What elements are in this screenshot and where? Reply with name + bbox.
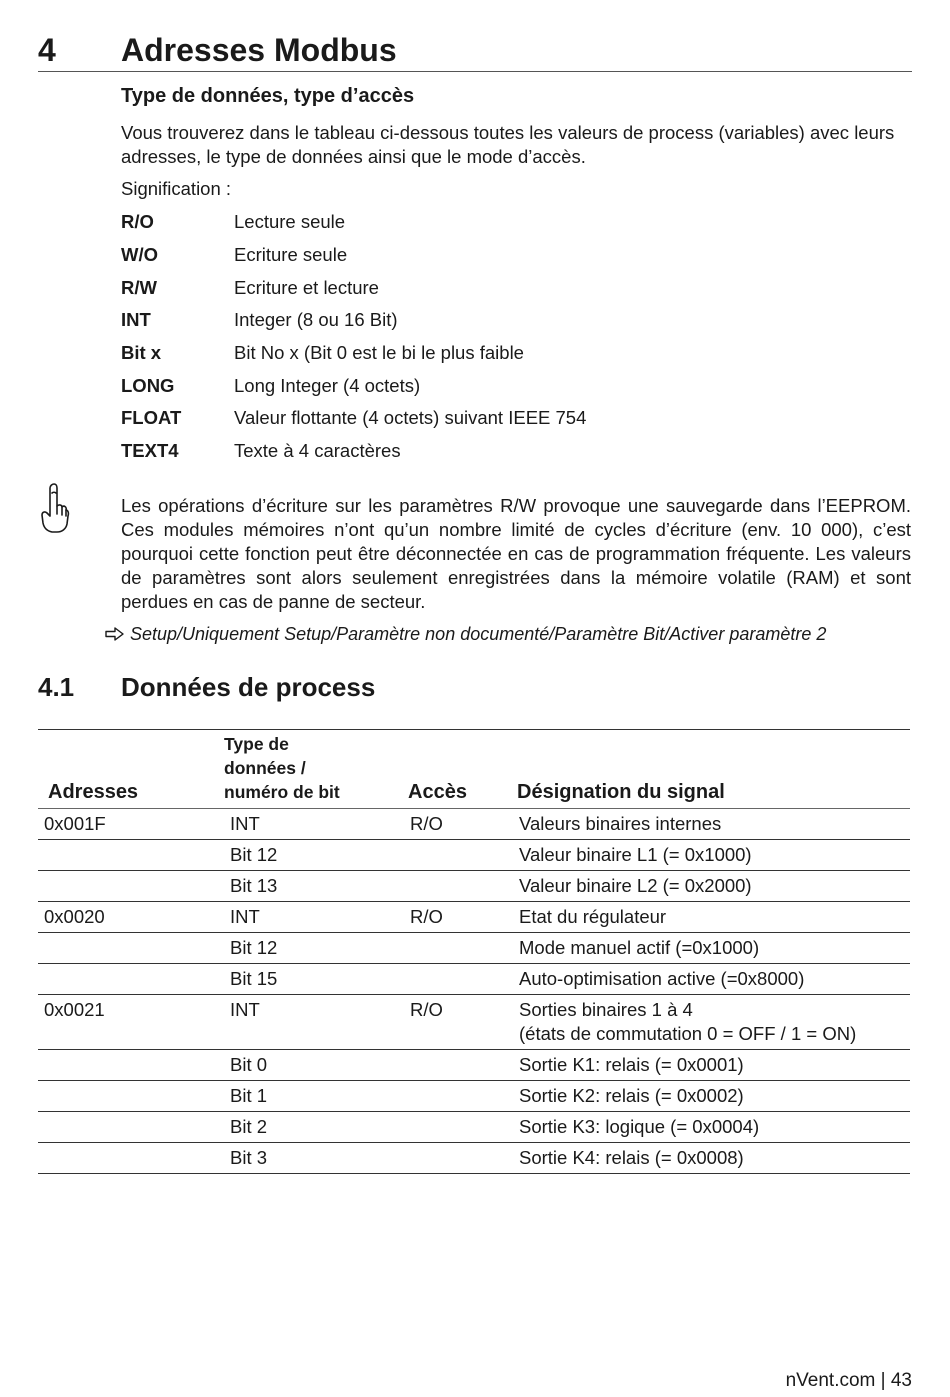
header-address: Adresses (38, 730, 224, 809)
intro-paragraph: Vous trouverez dans le tableau ci-dessous toutes les valeurs de process (variables) avec leurs adresses, le type de données ainsi que le mode d’accès. (121, 122, 895, 167)
definition-meaning: Ecriture et lecture (234, 276, 379, 298)
chapter-divider (38, 71, 912, 72)
definition-term: INT (121, 309, 151, 331)
section-number: 4.1 (38, 672, 75, 702)
table-row (38, 1112, 910, 1143)
definition-term: LONG (121, 374, 175, 396)
definition-meaning: Texte à 4 caractères (234, 440, 401, 462)
cell-access (404, 871, 513, 902)
cell-address (38, 1112, 224, 1143)
cell-designation: Sortie K4: relais (= 0x0008) (513, 1143, 910, 1174)
cell-access: R/O (404, 995, 513, 1050)
cell-designation: Sortie K2: relais (= 0x0002) (513, 1081, 910, 1112)
cell-address (38, 1050, 224, 1081)
cell-designation (513, 995, 910, 1050)
cell-type: Bit 0 (224, 1050, 404, 1081)
definition-meaning: Long Integer (4 octets) (234, 374, 421, 396)
cell-designation: Valeur binaire L1 (= 0x1000) (513, 840, 910, 871)
definition-term: FLOAT (121, 407, 182, 429)
cell-address (38, 871, 224, 902)
pointing-hand-icon (40, 482, 70, 534)
cell-type: Bit 12 (224, 933, 404, 964)
cell-type: Bit 13 (224, 871, 404, 902)
menu-reference (104, 622, 826, 646)
cell-access: R/O (404, 902, 513, 933)
table-row (38, 1143, 910, 1174)
cell-access (404, 840, 513, 871)
header-type-line: numéro de bit (224, 782, 340, 802)
definition-list (121, 206, 821, 468)
table-row (38, 1050, 910, 1081)
cell-designation: Sortie K1: relais (= 0x0001) (513, 1050, 910, 1081)
cell-address: 0x0021 (38, 995, 224, 1050)
definition-term: R/W (121, 276, 157, 298)
note-text: Les opérations d’écriture sur les paramètres R/W provoque une sauvegarde dans l’EEPROM. Ces modules mémoires n’ont qu’un nombre limité de cycles d’écriture (env. 10 000), c’est pourquoi cette fonction peut être déconnectée en cas de programmation fréquente. Les valeurs de paramètres sont alors seulement enregistrées dans la mémoire volatile (RAM) et sont perdues en cas de panne de secteur. (121, 495, 911, 612)
header-type (224, 730, 404, 809)
definition-term: W/O (121, 244, 158, 266)
cell-address: 0x0020 (38, 902, 224, 933)
cell-access (404, 1143, 513, 1174)
cell-address (38, 964, 224, 995)
definition-term: R/O (121, 211, 154, 233)
cell-type: INT (224, 995, 404, 1050)
table-row (38, 809, 910, 840)
definition-item (121, 271, 821, 304)
section-title: Données de process (121, 672, 376, 702)
cell-address (38, 1143, 224, 1174)
definition-meaning: Integer (8 ou 16 Bit) (234, 309, 398, 331)
definition-item (121, 337, 821, 370)
cell-type: Bit 2 (224, 1112, 404, 1143)
table-row (38, 933, 910, 964)
cell-designation: Valeurs binaires internes (513, 809, 910, 840)
subheading: Type de données, type d’accès (121, 85, 415, 107)
cell-designation: Auto-optimisation active (=0x8000) (513, 964, 910, 995)
definition-term: TEXT4 (121, 440, 179, 462)
definition-item (121, 239, 821, 272)
table-row (38, 964, 910, 995)
cell-access (404, 933, 513, 964)
definition-item (121, 369, 821, 402)
process-data-table (38, 729, 910, 1174)
arrow-right-icon (104, 626, 126, 642)
cell-designation: Mode manuel actif (=0x1000) (513, 933, 910, 964)
table-row (38, 1081, 910, 1112)
cell-type: INT (224, 902, 404, 933)
definition-item (121, 304, 821, 337)
header-access: Accès (404, 730, 513, 809)
menu-reference-path: Setup/Uniquement Setup/Paramètre non documenté/Paramètre Bit/Activer paramètre 2 (130, 624, 827, 644)
cell-type: INT (224, 809, 404, 840)
header-designation: Désignation du signal (513, 730, 910, 809)
table-header-row (38, 730, 910, 809)
definition-item (121, 206, 821, 239)
definition-term: Bit x (121, 342, 162, 364)
cell-address: 0x001F (38, 809, 224, 840)
cell-type: Bit 12 (224, 840, 404, 871)
definition-item (121, 435, 821, 468)
cell-type: Bit 1 (224, 1081, 404, 1112)
header-type-line: Type de (224, 734, 289, 754)
cell-designation: Valeur binaire L2 (= 0x2000) (513, 871, 910, 902)
cell-access (404, 1050, 513, 1081)
cell-access (404, 1081, 513, 1112)
signification-label: Signification : (121, 178, 232, 199)
chapter-title: Adresses Modbus (121, 32, 397, 68)
cell-type: Bit 3 (224, 1143, 404, 1174)
cell-access: R/O (404, 809, 513, 840)
cell-designation: Sortie K3: logique (= 0x0004) (513, 1112, 910, 1143)
definition-meaning: Valeur flottante (4 octets) suivant IEEE 754 (234, 407, 587, 429)
definition-meaning: Lecture seule (234, 211, 346, 233)
table-row (38, 840, 910, 871)
header-type-line: données / (224, 758, 306, 778)
table-row (38, 995, 910, 1050)
page-footer: nVent.com | 43 (785, 1370, 912, 1391)
table-row (38, 902, 910, 933)
cell-address (38, 933, 224, 964)
table-row (38, 871, 910, 902)
definition-meaning: Bit No x (Bit 0 est le bi le plus faible (234, 342, 524, 364)
cell-designation: Etat du régulateur (513, 902, 910, 933)
cell-type: Bit 15 (224, 964, 404, 995)
cell-address (38, 840, 224, 871)
cell-access (404, 964, 513, 995)
cell-designation-line: (états de commutation 0 = OFF / 1 = ON) (519, 1023, 857, 1044)
chapter-number: 4 (38, 32, 56, 68)
cell-designation-line: Sorties binaires 1 à 4 (519, 999, 693, 1020)
cell-access (404, 1112, 513, 1143)
definition-item (121, 402, 821, 435)
cell-address (38, 1081, 224, 1112)
definition-meaning: Ecriture seule (234, 244, 348, 266)
